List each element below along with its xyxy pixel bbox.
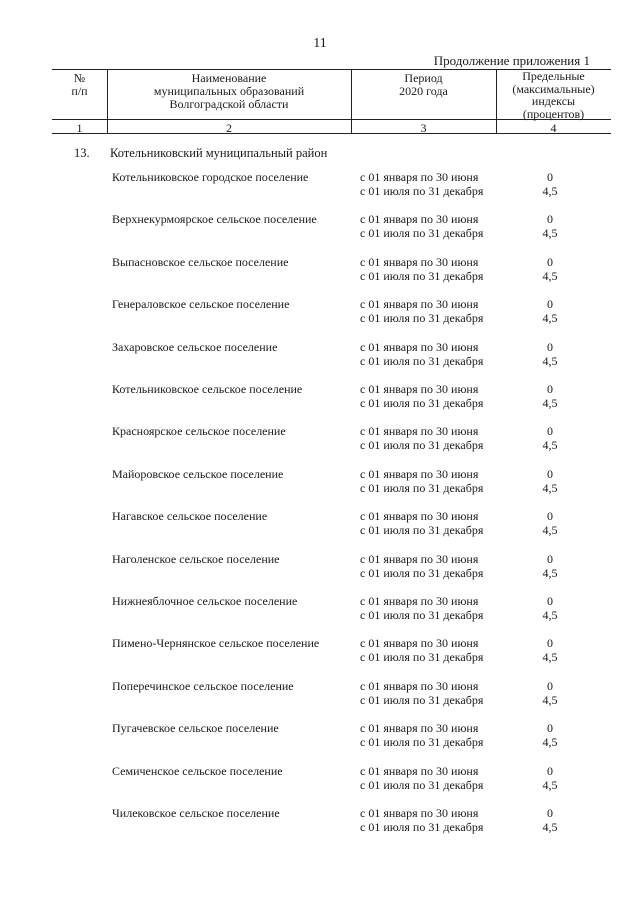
period-second-half: с 01 июля по 31 декабря [360, 565, 484, 580]
settlement-name: Майоровское сельское поселение [112, 466, 284, 481]
index-second-half: 4,5 [542, 480, 558, 495]
index-first-half: 0 [547, 466, 553, 481]
settlement-name: Поперечинское сельское поселение [112, 678, 294, 693]
table-row [0, 467, 640, 499]
index-first-half: 0 [547, 678, 553, 693]
period-second-half: с 01 июля по 31 декабря [360, 692, 484, 707]
table-row [0, 509, 640, 541]
table-row [0, 636, 640, 668]
index-second-half: 4,5 [542, 608, 558, 622]
column-number-2: 2 [226, 121, 232, 135]
table-row [0, 721, 640, 753]
index-second-half: 4,5 [542, 268, 558, 283]
table-row [0, 552, 640, 584]
period-second-half: с 01 июля по 31 декабря [360, 735, 484, 750]
settlement-name: Пимено-Чернянское сельское поселение [112, 636, 320, 651]
period-second-half: с 01 июля по 31 декабря [360, 311, 484, 326]
table-row [0, 594, 640, 626]
period-first-half: с 01 января по 30 июня [360, 551, 479, 566]
index-first-half: 0 [547, 170, 553, 184]
period-second-half: с 01 июля по 31 декабря [360, 438, 484, 453]
index-second-half: 4,5 [542, 820, 558, 834]
settlement-name: Выпасновское сельское поселение [112, 254, 289, 269]
period-second-half: с 01 июля по 31 декабря [360, 523, 484, 538]
period-first-half: с 01 января по 30 июня [360, 170, 479, 184]
index-first-half: 0 [547, 636, 553, 651]
index-first-half: 0 [547, 297, 553, 312]
index-second-half: 4,5 [542, 735, 558, 750]
index-first-half: 0 [547, 382, 553, 396]
index-second-half: 4,5 [542, 184, 558, 198]
period-second-half: с 01 июля по 31 декабря [360, 226, 484, 241]
period-first-half: с 01 января по 30 июня [360, 763, 479, 778]
index-second-half: 4,5 [542, 777, 558, 792]
settlement-name: Наголенское сельское поселение [112, 551, 280, 566]
index-first-half: 0 [547, 763, 553, 778]
period-second-half: с 01 июля по 31 декабря [360, 480, 484, 495]
table-row [0, 255, 640, 287]
header-period: Период 2020 года [399, 71, 448, 98]
column-number-4: 4 [550, 121, 557, 135]
header-index: Предельные (максимальные) индексы (процентов) [512, 69, 595, 121]
index-second-half: 4,5 [542, 692, 558, 707]
period-first-half: с 01 января по 30 июня [360, 212, 479, 227]
table-row [0, 806, 640, 838]
table-row [0, 212, 640, 244]
header-number: № п/п [71, 71, 88, 98]
index-first-half: 0 [547, 806, 553, 820]
period-first-half: с 01 января по 30 июня [360, 678, 479, 693]
header-municipality: Наименование муниципальных образований Волгоградской области [153, 71, 305, 111]
table-row [0, 764, 640, 796]
table-row [0, 679, 640, 711]
period-first-half: с 01 января по 30 июня [360, 636, 479, 651]
column-number-1: 1 [76, 121, 83, 135]
table-row [0, 170, 640, 202]
settlement-name: Верхнекурмоярское сельское поселение [112, 212, 317, 227]
period-first-half: с 01 января по 30 июня [360, 509, 479, 524]
index-second-half: 4,5 [542, 353, 558, 368]
settlement-name: Пугачевское сельское поселение [112, 721, 279, 736]
period-first-half: с 01 января по 30 июня [360, 424, 479, 439]
period-first-half: с 01 января по 30 июня [360, 254, 479, 269]
settlement-name: Нагавское сельское поселение [112, 509, 268, 524]
column-number-3: 3 [420, 121, 427, 135]
period-first-half: с 01 января по 30 июня [360, 382, 479, 396]
period-second-half: с 01 июля по 31 декабря [360, 820, 484, 834]
settlement-name: Котельниковское сельское поселение [112, 382, 303, 396]
table-row [0, 340, 640, 372]
index-second-half: 4,5 [542, 438, 558, 453]
period-second-half: с 01 июля по 31 декабря [360, 353, 484, 368]
settlement-name: Чилековское сельское поселение [112, 806, 280, 820]
index-second-half: 4,5 [542, 523, 558, 538]
settlement-name: Захаровское сельское поселение [112, 339, 278, 354]
period-second-half: с 01 июля по 31 декабря [360, 268, 484, 283]
index-first-half: 0 [547, 594, 553, 608]
district-number: 13. [74, 146, 90, 160]
index-second-half: 4,5 [542, 226, 558, 241]
index-first-half: 0 [547, 721, 553, 736]
settlement-name: Красноярское сельское поселение [112, 424, 286, 439]
period-second-half: с 01 июля по 31 декабря [360, 184, 484, 198]
settlement-name: Генераловское сельское поселение [112, 297, 290, 312]
index-first-half: 0 [547, 339, 553, 354]
settlement-name: Семиченское сельское поселение [112, 763, 283, 778]
index-first-half: 0 [547, 551, 553, 566]
table-row [0, 382, 640, 414]
continuation-caption: Продолжение приложения 1 [433, 53, 590, 68]
index-first-half: 0 [547, 509, 553, 524]
index-first-half: 0 [547, 212, 553, 227]
index-first-half: 0 [547, 424, 553, 439]
settlement-name: Котельниковское городское поселение [112, 170, 309, 184]
period-first-half: с 01 января по 30 июня [360, 466, 479, 481]
period-first-half: с 01 января по 30 июня [360, 339, 479, 354]
index-second-half: 4,5 [542, 311, 558, 326]
index-second-half: 4,5 [542, 396, 558, 410]
period-first-half: с 01 января по 30 июня [360, 297, 479, 312]
period-second-half: с 01 июля по 31 декабря [360, 608, 484, 622]
settlement-name: Нижнеяблочное сельское поселение [112, 594, 298, 608]
page-number: 11 [313, 36, 327, 51]
index-second-half: 4,5 [542, 565, 558, 580]
period-first-half: с 01 января по 30 июня [360, 806, 479, 820]
index-second-half: 4,5 [542, 650, 558, 665]
table-row [0, 297, 640, 329]
period-second-half: с 01 июля по 31 декабря [360, 777, 484, 792]
period-second-half: с 01 июля по 31 декабря [360, 650, 484, 665]
index-first-half: 0 [547, 254, 553, 269]
table-row [0, 424, 640, 456]
period-first-half: с 01 января по 30 июня [360, 721, 479, 736]
period-second-half: с 01 июля по 31 декабря [360, 396, 484, 410]
period-first-half: с 01 января по 30 июня [360, 594, 479, 608]
district-name: Котельниковский муниципальный район [110, 146, 328, 160]
